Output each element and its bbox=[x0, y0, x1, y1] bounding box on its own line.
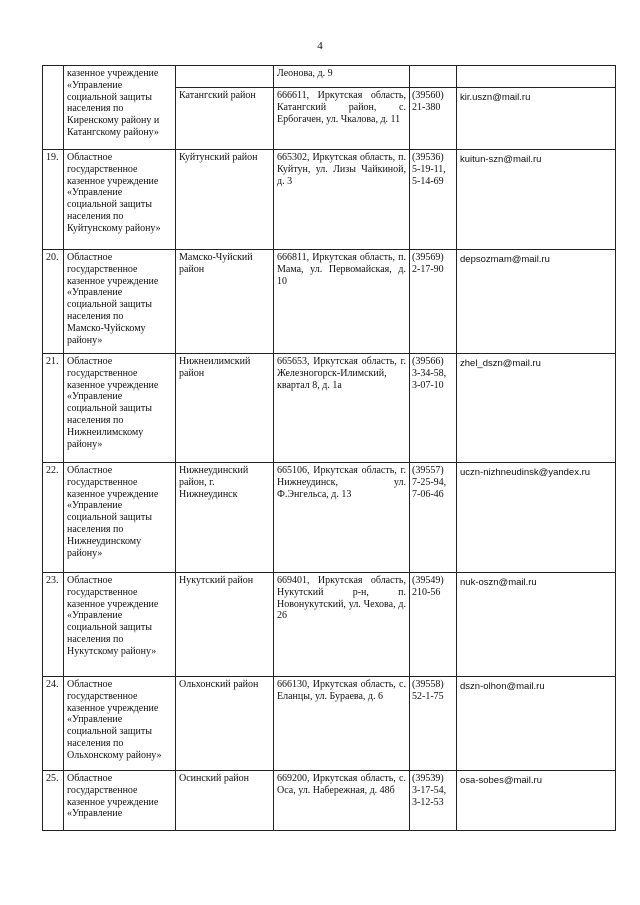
row-number: 24. bbox=[43, 677, 64, 771]
organization-name: Областное государственное казенное учреждение «Управление социальной защиты населения по Нукутскому району» bbox=[64, 573, 176, 677]
email: dszn-olhon@mail.ru bbox=[457, 677, 616, 771]
row-number: 21. bbox=[43, 354, 64, 463]
table-row bbox=[43, 677, 616, 771]
district: Нукутский район bbox=[176, 573, 274, 677]
email: depsozmam@mail.ru bbox=[457, 250, 616, 354]
table-row bbox=[43, 463, 616, 573]
table-row bbox=[43, 66, 616, 88]
email: nuk-oszn@mail.ru bbox=[457, 573, 616, 677]
row-number: 23. bbox=[43, 573, 64, 677]
phone: (39566) 3-34-58, 3-07-10 bbox=[410, 354, 457, 463]
phone bbox=[410, 66, 457, 88]
organization-name: Областное государственное казенное учреждение «Управление социальной защиты населения по Ольхонскому району» bbox=[64, 677, 176, 771]
organization-name: Областное государственное казенное учреждение «Управление bbox=[64, 771, 176, 831]
district: Мамско-Чуйский район bbox=[176, 250, 274, 354]
phone: (39549) 210-56 bbox=[410, 573, 457, 677]
address: 665106, Иркутская область, г. Нижнеудинск, ул. Ф.Энгельса, д. 13 bbox=[274, 463, 410, 573]
row-number: 25. bbox=[43, 771, 64, 831]
district: Нижнеилимский район bbox=[176, 354, 274, 463]
table-row bbox=[43, 150, 616, 250]
phone: (39560) 21-380 bbox=[410, 88, 457, 150]
address: 665302, Иркутская область, п. Куйтун, ул. Лизы Чайкиной, д. 3 bbox=[274, 150, 410, 250]
address: 665653, Иркутская область, г. Железногорск-Илимский, квартал 8, д. 1а bbox=[274, 354, 410, 463]
institutions-table bbox=[42, 65, 616, 831]
row-number: 19. bbox=[43, 150, 64, 250]
table-row bbox=[43, 354, 616, 463]
district: Осинский район bbox=[176, 771, 274, 831]
district: Нижнеудинский район, г. Нижнеудинск bbox=[176, 463, 274, 573]
table-row bbox=[43, 573, 616, 677]
email: osa-sobes@mail.ru bbox=[457, 771, 616, 831]
page-number: 4 bbox=[317, 40, 323, 52]
phone: (39558) 52-1-75 bbox=[410, 677, 457, 771]
address: 666611, Иркутская область, Катангский район, с. Ербогачен, ул. Чкалова, д. 11 bbox=[274, 88, 410, 150]
row-number: 22. bbox=[43, 463, 64, 573]
organization-name: Областное государственное казенное учреждение «Управление социальной защиты населения по Куйтунскому району» bbox=[64, 150, 176, 250]
address: Леонова, д. 9 bbox=[274, 66, 410, 88]
row-number bbox=[43, 66, 64, 150]
table-row bbox=[43, 250, 616, 354]
email bbox=[457, 66, 616, 88]
organization-name: Областное государственное казенное учреждение «Управление социальной защиты населения по Мамско-Чуйскому району» bbox=[64, 250, 176, 354]
address: 669200, Иркутская область, с. Оса, ул. Набережная, д. 48б bbox=[274, 771, 410, 831]
email: zhel_dszn@mail.ru bbox=[457, 354, 616, 463]
phone: (39539) 3-17-54, 3-12-53 bbox=[410, 771, 457, 831]
phone: (39569) 2-17-90 bbox=[410, 250, 457, 354]
district: Ольхонский район bbox=[176, 677, 274, 771]
district bbox=[176, 66, 274, 88]
email: uczn-nizhneudinsk@yandex.ru bbox=[457, 463, 616, 573]
address: 666811, Иркутская область, п. Мама, ул. Первомайская, д. 10 bbox=[274, 250, 410, 354]
district: Куйтунский район bbox=[176, 150, 274, 250]
phone: (39557) 7-25-94, 7-06-46 bbox=[410, 463, 457, 573]
row-number: 20. bbox=[43, 250, 64, 354]
organization-name: Областное государственное казенное учреждение «Управление социальной защиты населения по Нижнеудинскому району» bbox=[64, 463, 176, 573]
district: Катангский район bbox=[176, 88, 274, 150]
organization-name: Областное государственное казенное учреждение «Управление социальной защиты населения по Нижнеилимскому району» bbox=[64, 354, 176, 463]
organization-name: казенное учреждение «Управление социальной защиты населения по Киренскому району и Катангскому району» bbox=[64, 66, 176, 150]
email: kir.uszn@mail.ru bbox=[457, 88, 616, 150]
email: kuitun-szn@mail.ru bbox=[457, 150, 616, 250]
table-row bbox=[43, 771, 616, 831]
address: 666130, Иркутская область, с. Еланцы, ул. Бураева, д. 6 bbox=[274, 677, 410, 771]
address: 669401, Иркутская область, Нукутский р-н, п. Новонукутский, ул. Чехова, д. 26 bbox=[274, 573, 410, 677]
phone: (39536) 5-19-11, 5-14-69 bbox=[410, 150, 457, 250]
